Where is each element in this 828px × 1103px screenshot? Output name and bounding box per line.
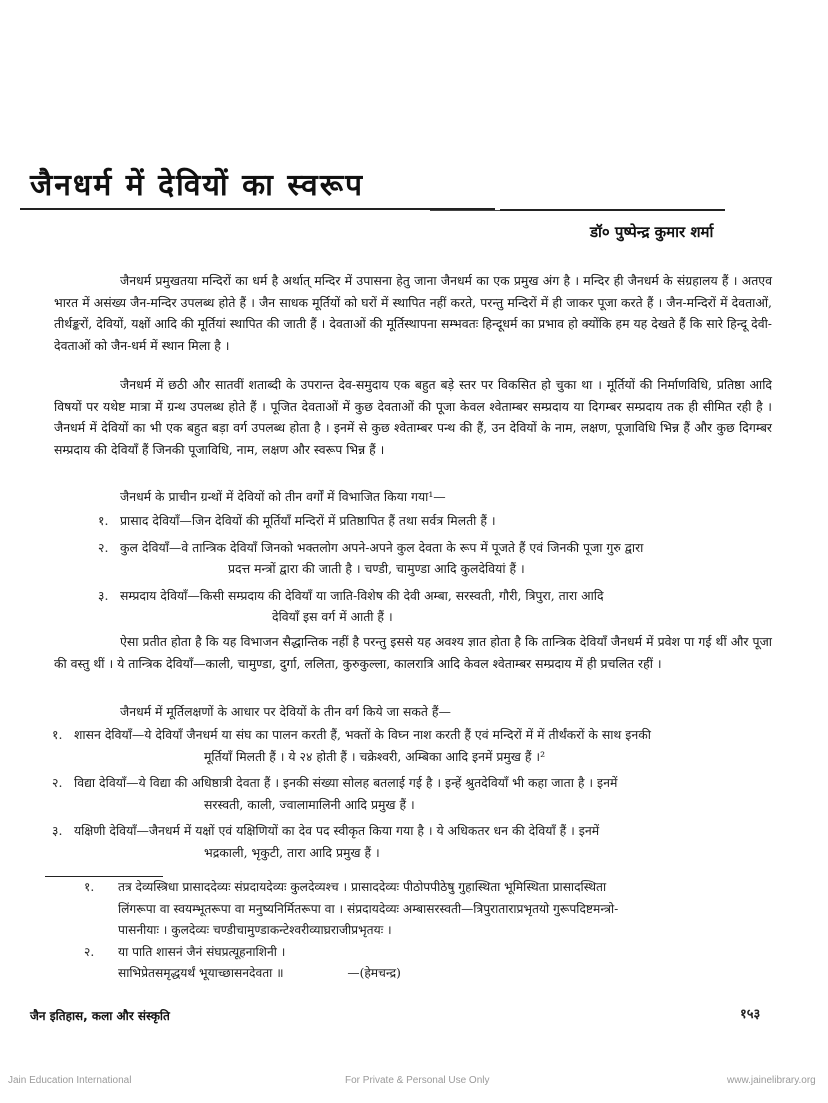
title-divider-right bbox=[500, 209, 725, 211]
list-line: भद्रकाली, भृकुटी, तारा आदि प्रमुख हैं । bbox=[204, 844, 380, 860]
list-line: देवियाँ इस वर्ग में आती हैं । bbox=[272, 609, 393, 624]
iconography-list bbox=[52, 724, 774, 868]
footnote-line: पासनीयाः । कुलदेव्यः चण्डीचामुण्डाकन्टेश्वरीव्याघ्रराजीप्रभृतयः । bbox=[118, 923, 392, 937]
list-item bbox=[98, 585, 773, 628]
list-line: शासन देवियाँ—ये देवियाँ जैनधर्म या संघ का पालन करती हैं, भक्तों के विघ्न नाश करती हैं एवं मन्दिरों में में तीर्थंकरों के साथ इनकी bbox=[74, 727, 651, 742]
list-line: सरस्वती, काली, ज्वालामालिनी आदि प्रमुख हैं । bbox=[204, 796, 415, 812]
list-number: २. bbox=[98, 539, 109, 555]
list-item bbox=[52, 724, 774, 767]
list-line: प्रासाद देवियाँ—जिन देवियों की मूर्तियाँ मन्दिरों में प्रतिष्ठापित हैं तथा सर्वत्र मिलती हैं । bbox=[120, 513, 496, 528]
paragraph-development bbox=[54, 374, 772, 460]
footnote bbox=[84, 877, 774, 942]
list-item bbox=[52, 772, 774, 815]
footnote-number: १. bbox=[84, 880, 95, 894]
classification-list bbox=[98, 510, 773, 633]
paragraph-tantric bbox=[54, 631, 772, 674]
page-number: १५३ bbox=[740, 1007, 761, 1022]
footnote-line: तत्र देव्यस्त्रिधा प्रासाददेव्यः संप्रदायदेव्यः कुलदेव्यश्च । प्रासाददेव्यः पीठोपपीठेषु गुहास्थिता भूमिस्थिता प्रासादस्थिता bbox=[118, 880, 607, 894]
list-line: कुल देवियाँ—वे तान्त्रिक देवियाँ जिनको भक्तलोग अपने-अपने कुल देवता के रूप में पूजते हैं एवं जिनकी पूजा गुरु द्वारा bbox=[120, 539, 644, 555]
article-title: जैनधर्म में देवियों का स्वरूप bbox=[30, 168, 365, 203]
list-number: ३. bbox=[98, 587, 109, 603]
running-footer-title: जैन इतिहास, कला और संस्कृति bbox=[30, 1009, 170, 1023]
footnote bbox=[84, 942, 774, 985]
article-author: डॉ० पुष्पेन्द्र कुमार शर्मा bbox=[590, 223, 714, 241]
footnote-line: लिंगरूपा वा स्वयम्भूतरूपा वा मनुष्यनिर्मितरूपा वा । संप्रदायदेव्यः अम्बासरस्वती—त्रिपुराताराप्रभृतयो गुरूपदिष्टमन्त्रो- bbox=[118, 901, 619, 916]
list-number: ३. bbox=[52, 823, 63, 838]
paragraph-text: जैनधर्म प्रमुखतया मन्दिरों का धर्म है अर्थात् मन्दिर में उपासना हेतु जाना जैनधर्म का एक प्रमुख अंग है । मन्दिर ही जैनधर्म के संग्रहालय हैं । अतएव भारत में असंख्य जैन-मन्दिर उपलब्ध होते हैं । जैन साधक मूर्तियों को घरों में स्थापित नहीं करते, परन्तु मन्दिरों में ही जाकर पूजा करते हैं । जैन-मन्दिरों में देवताओं, तीर्थङ्करों, देवियों, यक्षों आदि की मूर्तियां स्थापित की जाती हैं । देवताओं की मूर्तिस्थापना सम्भवतः हिन्दूधर्म का प्रभाव हो क्योंकि हम यह देखते हैं कि सारे हिन्दू देवी-देवताओं को जैन-धर्म में स्थान मिला है । bbox=[54, 273, 772, 353]
list-line: सम्प्रदाय देवियाँ—किसी सम्प्रदाय की देवियाँ या जाति-विशेष की देवी अम्बा, सरस्वती, गौरी, त्रिपुरा, तारा आदि bbox=[120, 587, 604, 603]
list-line: मूर्तियाँ मिलती हैं । ये २४ होती हैं । चक्रेश्वरी, अम्बिका आदि इनमें प्रमुख हैं ।² bbox=[204, 748, 546, 764]
list-line: विद्या देवियाँ—ये विद्या की अधिष्ठात्री देवता हैं । इनकी संख्या सोलह बतलाई गई है । इन्हें श्रुतदेवियाँ भी कहा जाता है । इनमें bbox=[74, 775, 618, 790]
classification-intro: जैनधर्म के प्राचीन ग्रन्थों में देवियों को तीन वर्गों में विभाजित किया गया¹— bbox=[120, 489, 446, 504]
footnote-line: या पाति शासनं जैनं संघप्रत्यूहनाशिनी । bbox=[118, 944, 286, 959]
list-line: प्रदत्त मन्त्रों द्वारा की जाती है । चण्डी, चामुण्डा आदि कुलदेवियां हैं । bbox=[228, 561, 525, 576]
list-item bbox=[98, 537, 773, 580]
paragraph-text: जैनधर्म में छठी और सातवीं शताब्दी के उपरान्त देव-समुदाय एक बहुत बड़े स्तर पर विकसित हो चुका था । मूर्तियों की निर्माणविधि, प्रतिष्ठा आदि विषयों पर यथेष्ट मात्रा में ग्रन्थ उपलब्ध होते हैं । पूजित देवताओं में कुछ देवताओं की पूजा केवल श्वेताम्बर सम्प्रदाय या दिगम्बर सम्प्रदाय तक ही सीमित रही है । जैनधर्म में देवियों का भी एक बहुत बड़ा वर्ग उपलब्ध होता है । इनमें से कुछ श्वेताम्बर पन्थ की हैं, उन देवियों के नाम, लक्षण, पूजाविधि भिन्न हैं और कुछ दिगम्बर सम्प्रदाय की देवियाँ हैं जिनकी पूजाविधि, नाम, लक्षण और स्वरूप भिन्न हैं । bbox=[54, 377, 772, 457]
list-number: १. bbox=[52, 727, 63, 742]
paragraph-text: ऐसा प्रतीत होता है कि यह विभाजन सैद्धान्तिक नहीं है परन्तु इससे यह अवश्य ज्ञात होता है कि तान्त्रिक देवियाँ जैनधर्म में प्रवेश पा गई थीं और पूजा की वस्तु थीं । ये तान्त्रिक देवियाँ—काली, चामुण्डा, दुर्गा, ललिता, कुरुकुल्ला, कालरात्रि आदि केवल श्वेताम्बर सम्प्रदाय में ही प्रचलित रहीं । bbox=[54, 634, 772, 671]
watermark-website: www.jainelibrary.org bbox=[727, 1075, 816, 1086]
list-item bbox=[52, 820, 774, 863]
list-number: २. bbox=[52, 775, 63, 790]
footnote-line bbox=[118, 963, 774, 985]
watermark-publisher: Jain Education International bbox=[8, 1075, 132, 1086]
title-divider bbox=[20, 208, 495, 210]
footnote-attribution: —(हेमचन्द्र) bbox=[347, 966, 401, 980]
list-line: यक्षिणी देवियाँ—जैनधर्म में यक्षों एवं यक्षिणियों का देव पद स्वीकृत किया गया है । ये अधिकतर धन की देवियाँ हैं । इनमें bbox=[74, 823, 600, 838]
footnote-number: २. bbox=[84, 944, 95, 959]
paragraph-intro bbox=[54, 270, 772, 356]
list-item bbox=[98, 510, 773, 532]
footnote-verse: साभिप्रेतसमृद्धयर्थं भूयाच्छासनदेवता ॥ bbox=[118, 966, 284, 980]
iconography-intro: जैनधर्म में मूर्तिलक्षणों के आधार पर देवियों के तीन वर्ग किये जा सकते हैं— bbox=[120, 704, 451, 719]
footnotes bbox=[84, 877, 774, 985]
title-divider-segment bbox=[430, 210, 500, 211]
watermark-usage: For Private & Personal Use Only bbox=[345, 1075, 490, 1086]
list-number: १. bbox=[98, 513, 109, 528]
